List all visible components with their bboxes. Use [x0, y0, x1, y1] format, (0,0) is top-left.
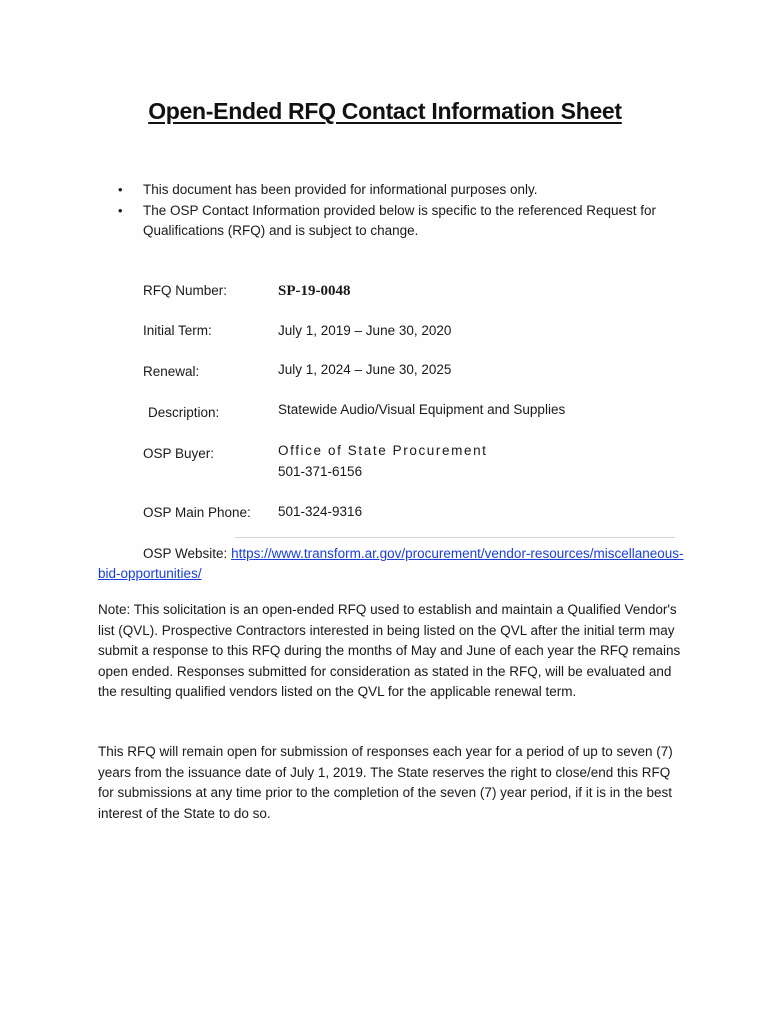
- osp-buyer-name: Office of State Procurement: [278, 443, 488, 458]
- osp-buyer-phone: 501-371-6156: [278, 464, 363, 479]
- website-line: [98, 544, 688, 584]
- description-value: Statewide Audio/Visual Equipment and Supplies: [278, 402, 566, 417]
- website-link[interactable]: https://www.transform.ar.gov/procurement/vendor-resources/miscellaneous-bid-opportunities/: [98, 546, 684, 581]
- rfq-number-value: SP-19-0048: [278, 283, 351, 299]
- description-label: Description:: [148, 405, 220, 420]
- info-bullet-list: [118, 180, 678, 242]
- main-phone-value: 501-324-9316: [278, 504, 363, 519]
- osp-buyer-label: OSP Buyer:: [143, 446, 215, 461]
- renewal-value: July 1, 2024 – June 30, 2025: [278, 362, 452, 377]
- website-label: OSP Website:: [143, 546, 228, 561]
- main-phone-label: OSP Main Phone:: [143, 505, 251, 520]
- note-paragraph: Note: This solicitation is an open-ended RFQ used to establish and maintain a Qualified Vendor's list (QVL). Prospective Contractors interested in being listed on the QVL after the initial term may submit a response to this RFQ during the months of May and June of each year the RFQ remains open ended. Responses submitted for consideration as stated in the RFQ, will be evaluated and the resulting qualified vendors listed on the QVL for the applicable renewal term.: [98, 602, 681, 699]
- divider: [235, 537, 675, 538]
- initial-term-label: Initial Term:: [143, 323, 212, 338]
- page-title: Open-Ended RFQ Contact Information Sheet: [148, 98, 622, 124]
- rfq-number-label: RFQ Number:: [143, 283, 228, 298]
- bullet-item: • The OSP Contact Information provided below is specific to the referenced Request for Qualifications (RFQ) and is subject to change.: [118, 201, 678, 241]
- initial-term-value: July 1, 2019 – June 30, 2020: [278, 323, 452, 338]
- bullet-item: • This document has been provided for informational purposes only.: [118, 180, 678, 200]
- closing-paragraph: This RFQ will remain open for submission of responses each year for a period of up to seven (7) years from the issuance date of July 1, 2019. The State reserves the right to close/end this RFQ for submissions at any time prior to the completion of the seven (7) year period, if it is in the best interest of the State to do so.: [98, 744, 673, 821]
- renewal-label: Renewal:: [143, 364, 200, 379]
